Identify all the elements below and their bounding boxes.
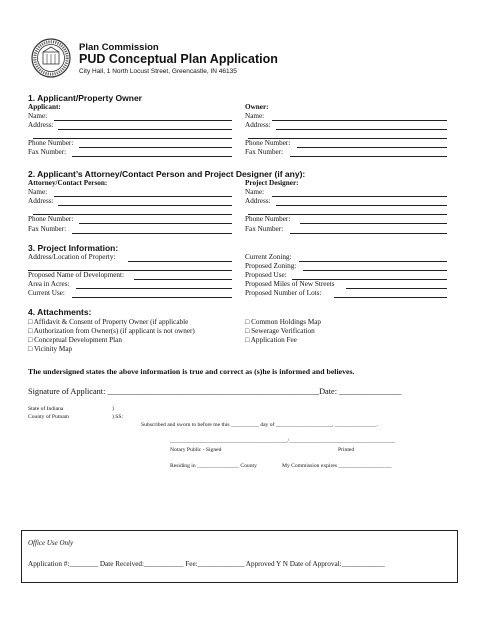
current-zoning-label: Current Zoning: xyxy=(245,253,292,261)
commission-address: City Hall, 1 North Locust Street, Greencastle, IN 46135 xyxy=(79,68,237,75)
section2-heading: 2. Applicant’s Attorney/Contact Person and Project Designer (if any): xyxy=(28,169,306,179)
area-acres-field[interactable] xyxy=(76,288,232,289)
attachment-fee[interactable]: □ Application Fee xyxy=(245,336,297,344)
designer-phone-label: Phone Number: xyxy=(245,215,291,223)
office-use-fields[interactable]: Application #:________ Date Received:___________ Fee:_____________ Approved Y N Date of Approval:____________ xyxy=(28,560,385,568)
number-lots-field[interactable] xyxy=(334,297,447,298)
notary-ss: ) SS: xyxy=(112,414,124,420)
designer-address-label: Address: xyxy=(245,197,271,205)
owner-fax-label: Fax Number: xyxy=(245,148,284,156)
commission-title: Plan Commission xyxy=(79,42,159,53)
owner-name-field[interactable] xyxy=(272,120,447,121)
applicant-name-field[interactable] xyxy=(54,120,232,121)
current-use-field[interactable] xyxy=(72,297,232,298)
attachment-sewerage[interactable]: □ Sewerage Verification xyxy=(245,327,315,335)
section3-heading: 3. Project Information: xyxy=(28,243,119,253)
attachment-development-plan[interactable]: □ Conceptual Development Plan xyxy=(28,336,122,344)
notary-public-label: Notary Public - Signed xyxy=(170,447,222,453)
owner-title: Owner: xyxy=(245,103,269,111)
office-use-box xyxy=(21,530,458,583)
applicant-fax-field[interactable] xyxy=(72,156,232,157)
attorney-fax-field[interactable] xyxy=(72,233,232,234)
proposed-use-label: Proposed Use: xyxy=(245,271,287,279)
section1-heading: 1. Applicant/Property Owner xyxy=(28,93,142,103)
owner-phone-label: Phone Number: xyxy=(245,139,291,147)
attorney-address-label: Address: xyxy=(28,197,54,205)
proposed-zoning-field[interactable] xyxy=(303,270,447,271)
designer-name-field[interactable] xyxy=(272,196,447,197)
notary-paren: ) xyxy=(112,406,114,412)
project-location-label: Address/Location of Property: xyxy=(28,253,116,261)
city-seal-icon xyxy=(30,38,72,78)
designer-name-label: Name: xyxy=(245,188,265,196)
attorney-phone-field[interactable] xyxy=(79,223,232,224)
notary-county: County of Putnam xyxy=(28,414,70,420)
designer-fax-field[interactable] xyxy=(290,233,447,234)
notary-printed-label: Printed xyxy=(338,447,355,453)
development-name-field[interactable] xyxy=(134,279,232,280)
designer-title: Project Designer: xyxy=(245,179,299,187)
notary-residing[interactable]: Residing in _______________ County xyxy=(170,463,257,469)
attorney-name-label: Name: xyxy=(28,188,48,196)
owner-name-label: Name: xyxy=(245,112,265,120)
certification-statement: The undersigned states the above information is true and correct as (s)he is informed and believes. xyxy=(28,367,355,376)
attachment-vicinity-map[interactable]: □ Vicinity Map xyxy=(28,345,73,353)
form-title: PUD Conceptual Plan Application xyxy=(79,52,278,66)
applicant-title: Applicant: xyxy=(28,103,61,111)
current-use-label: Current Use: xyxy=(28,289,65,297)
notary-signature-line[interactable]: __________________________________________/______________________________________ xyxy=(170,438,396,444)
proposed-zoning-label: Proposed Zoning: xyxy=(245,262,297,270)
applicant-name-label: Name: xyxy=(28,112,48,120)
attorney-title: Attorney/Contact Person: xyxy=(28,179,108,187)
number-lots-label: Proposed Number of Lots: xyxy=(245,289,322,297)
applicant-address-field[interactable] xyxy=(58,129,232,130)
current-zoning-field[interactable] xyxy=(299,261,447,262)
notary-commission[interactable]: My Commission expires ___________________ xyxy=(282,463,392,469)
owner-address-label: Address: xyxy=(245,121,271,129)
attorney-fax-label: Fax Number: xyxy=(28,225,67,233)
notary-sworn[interactable]: Subscribed and sworn to before me this __________ day of ____________________, _______________. xyxy=(141,422,378,428)
attorney-address-field[interactable] xyxy=(58,205,232,206)
applicant-fax-label: Fax Number: xyxy=(28,148,67,156)
office-use-title: Office Use Only xyxy=(28,539,74,547)
attorney-name-field[interactable] xyxy=(54,196,232,197)
new-streets-field[interactable] xyxy=(346,288,447,289)
attachment-authorization[interactable]: □ Authorization from Owner(s) (if applicant is not owner) xyxy=(28,327,195,335)
applicant-address-label: Address: xyxy=(28,121,54,129)
notary-state: State of Indiana xyxy=(28,406,64,412)
owner-address-field[interactable] xyxy=(276,129,447,130)
attachment-holdings-map[interactable]: □ Common Holdings Map xyxy=(245,318,322,326)
applicant-phone-field[interactable] xyxy=(79,147,232,148)
new-streets-label: Proposed Miles of New Streets xyxy=(245,280,335,288)
signature-line[interactable]: Signature of Applicant: ___________________________________________________Date: _______________ xyxy=(28,387,402,396)
attorney-phone-label: Phone Number: xyxy=(28,215,74,223)
owner-phone-field[interactable] xyxy=(297,147,447,148)
applicant-phone-label: Phone Number: xyxy=(28,139,74,147)
section4-heading: 4. Attachments: xyxy=(28,307,92,317)
attachment-affidavit[interactable]: □ Affidavit & Consent of Property Owner (if applicable xyxy=(28,318,189,326)
designer-address-field[interactable] xyxy=(276,205,447,206)
designer-phone-field[interactable] xyxy=(300,223,447,224)
project-location-field[interactable] xyxy=(128,261,232,262)
development-name-label: Proposed Name of Development: xyxy=(28,271,125,279)
designer-fax-label: Fax Number: xyxy=(245,225,284,233)
owner-fax-field[interactable] xyxy=(290,156,447,157)
area-acres-label: Area in Acres: xyxy=(28,280,70,288)
